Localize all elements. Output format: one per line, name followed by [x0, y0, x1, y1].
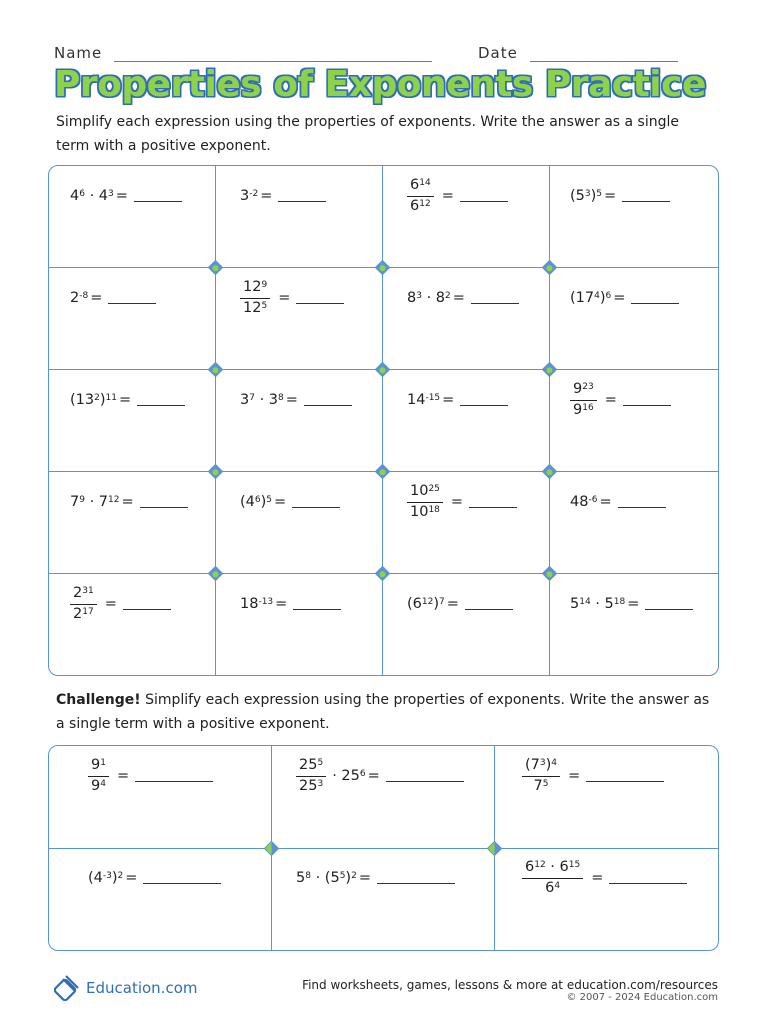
- grid-divider: [549, 166, 550, 675]
- problem-8: $(17^4)^6$ =: [570, 276, 679, 320]
- grid-divider: [215, 166, 216, 675]
- problem-7: $8^3 \cdot 8^2$ =: [407, 276, 519, 320]
- problem-10: $3^7 \cdot 3^8$ =: [240, 378, 352, 422]
- challenge-problem-4: $(4^{-3})^2$ =: [88, 856, 221, 900]
- problem-14: $(4^6)^5$ =: [240, 480, 340, 524]
- challenge-problem-5: $5^8 \cdot (5^5)^2$ =: [296, 856, 455, 900]
- date-line[interactable]: [530, 49, 678, 62]
- answer-blank[interactable]: [586, 771, 664, 782]
- answer-blank[interactable]: [609, 873, 687, 884]
- problem-19: $(6^{12})^7$ =: [407, 582, 513, 626]
- problem-6: $\frac{12^9}{12^5}$ =: [240, 276, 344, 320]
- name-label: Name: [54, 44, 103, 62]
- answer-blank[interactable]: [471, 293, 519, 304]
- grid-divider: [382, 166, 383, 675]
- problem-18: $18^{-13}$ =: [240, 582, 341, 626]
- answer-blank[interactable]: [469, 497, 517, 508]
- answer-blank[interactable]: [460, 395, 508, 406]
- problem-9: $(13^2)^{11}$ =: [70, 378, 185, 422]
- challenge-instructions: [56, 688, 716, 736]
- date-label: Date: [478, 44, 518, 62]
- answer-blank[interactable]: [123, 599, 171, 610]
- challenge-problem-3: $\frac{(7^3)^4}{7^5}$ =: [522, 754, 664, 798]
- problem-13: $7^9 \cdot 7^{12}$ =: [70, 480, 188, 524]
- date-field[interactable]: [478, 44, 678, 62]
- answer-blank[interactable]: [135, 771, 213, 782]
- answer-blank[interactable]: [623, 395, 671, 406]
- problem-2: $3^{-2}$ =: [240, 174, 326, 218]
- problem-1: $4^6 \cdot 4^3$ =: [70, 174, 182, 218]
- problem-11: $14^{-15}$ =: [407, 378, 508, 422]
- answer-blank[interactable]: [386, 771, 464, 782]
- challenge-text: Simplify each expression using the properties of exponents. Write the answer as a single term with a positive exponent.: [56, 692, 710, 732]
- problem-20: $5^{14} \cdot 5^{18}$ =: [570, 582, 693, 626]
- footer-copyright: © 2007 - 2024 Education.com: [566, 992, 718, 1003]
- problem-4: $(5^3)^5$ =: [570, 174, 670, 218]
- answer-blank[interactable]: [622, 191, 670, 202]
- problem-17: $\frac{2^{31}}{2^{17}}$ =: [70, 582, 171, 626]
- challenge-label: Challenge!: [56, 692, 141, 708]
- education-logo-text: Education.com: [86, 979, 198, 997]
- answer-blank[interactable]: [304, 395, 352, 406]
- challenge-problem-1: $\frac{9^1}{9^4}$ =: [88, 754, 213, 798]
- challenge-problem-2: $\frac{25^5}{25^3}$ · $25^6$ =: [296, 754, 464, 798]
- name-line[interactable]: [114, 49, 432, 62]
- answer-blank[interactable]: [631, 293, 679, 304]
- answer-blank[interactable]: [292, 497, 340, 508]
- footer: [302, 978, 718, 1003]
- answer-blank[interactable]: [140, 497, 188, 508]
- answer-blank[interactable]: [460, 191, 508, 202]
- answer-blank[interactable]: [296, 293, 344, 304]
- problem-3: $\frac{6^{14}}{6^{12}}$ =: [407, 174, 508, 218]
- answer-blank[interactable]: [618, 497, 666, 508]
- answer-blank[interactable]: [137, 395, 185, 406]
- education-logo[interactable]: [54, 973, 197, 1003]
- problem-15: $\frac{10^{25}}{10^{18}}$ =: [407, 480, 517, 524]
- problem-12: $\frac{9^{23}}{9^{16}}$ =: [570, 378, 671, 422]
- problem-16: $48^{-6}$ =: [570, 480, 666, 524]
- answer-blank[interactable]: [293, 599, 341, 610]
- answer-blank[interactable]: [465, 599, 513, 610]
- education-logo-icon: [54, 973, 84, 1003]
- name-field[interactable]: [54, 44, 432, 62]
- answer-blank[interactable]: [134, 191, 182, 202]
- challenge-problem-6: $\frac{6^{12} \cdot 6^{15}}{6^4}$ =: [522, 856, 687, 900]
- instructions: Simplify each expression using the properties of exponents. Write the answer as a single term with a positive exponent.: [56, 114, 680, 154]
- page-title: Properties of Exponents Practice: [54, 64, 706, 105]
- answer-blank[interactable]: [278, 191, 326, 202]
- answer-blank[interactable]: [377, 873, 455, 884]
- answer-blank[interactable]: [108, 293, 156, 304]
- footer-tagline[interactable]: Find worksheets, games, lessons & more at education.com/resources: [302, 978, 718, 992]
- grid-divider: [49, 848, 718, 849]
- problem-5: $2^{-8}$ =: [70, 276, 156, 320]
- answer-blank[interactable]: [645, 599, 693, 610]
- answer-blank[interactable]: [143, 873, 221, 884]
